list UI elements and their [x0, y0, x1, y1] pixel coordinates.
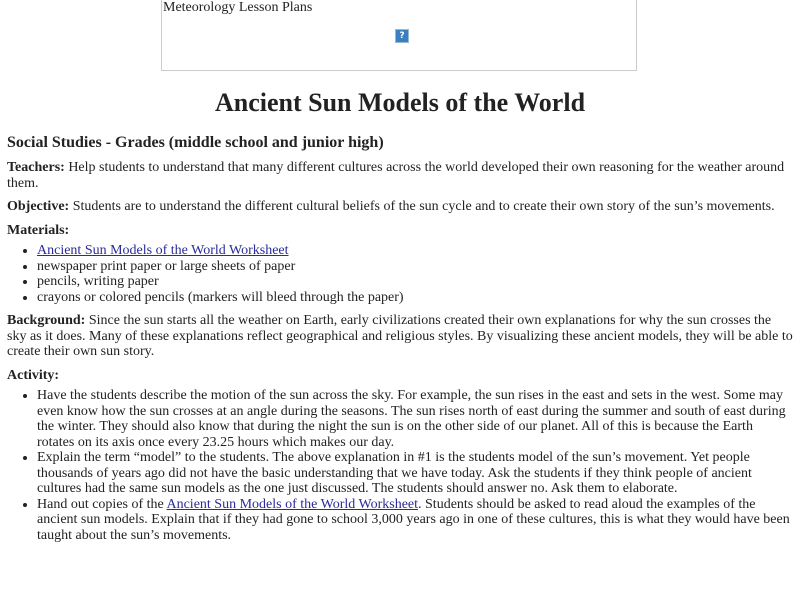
list-item: • newspaper print paper or large sheets of paper: [37, 259, 793, 275]
objective-label: Objective:: [7, 199, 70, 214]
header-label: Meteorology Lesson Plans: [163, 0, 313, 15]
worksheet-link[interactable]: Ancient Sun Models of the World Worksheet: [37, 243, 289, 258]
objective-text: Students are to understand the different cultural beliefs of the sun cycle and to create their own story of the sun’s movements.: [69, 199, 775, 214]
item-text: . Students should be asked to read aloud the examples of the ancient sun models. Explain that if they had gone to school 3,000 years ago in one of these cultures, this is what they would have been taught about the sun’s movements.: [37, 496, 790, 543]
header-frame: [161, 0, 637, 71]
objective-paragraph: [7, 199, 793, 215]
list-item: • Have the students describe the motion of the sun across the sky. For example, the sun rises in the east and sets in the west. Some may even know how the sun crosses at an angle during the seasons. The sun rises north of east during the summer and south of east during the winter. They should also know that during the night the sun is on the other side of our planet. All of this is because the Earth rotates on its axis once every 23.25 hours which makes our day.: [37, 388, 793, 450]
broken-image-icon: ?: [395, 29, 409, 43]
list-item: • pencils, writing paper: [37, 274, 793, 290]
list-item: [37, 243, 793, 259]
activity-list: [7, 388, 793, 543]
page-title: Ancient Sun Models of the World: [214, 88, 586, 117]
teachers-paragraph: [7, 160, 793, 191]
background-text: Since the sun starts all the weather on Earth, early civilizations created their own explanations for why the sun crosses the sky as it does. Many of these explanations reflect geographical and religious styles. By visualizing these ancient models, they will be able to create their own sun story.: [7, 313, 793, 359]
lesson-content: [7, 86, 793, 551]
teachers-label: Teachers:: [7, 160, 65, 175]
list-item: • crayons or colored pencils (markers will bleed through the paper): [37, 290, 793, 306]
worksheet-link-activity[interactable]: Ancient Sun Models of the World Worksheet: [166, 496, 419, 512]
list-item: • Explain the term “model” to the students. The above explanation in #1 is the students model of the sun’s movement. Yet people thousands of years ago did not have the basic understanding that we have today. Ask the students if they think people of ancient cultures had the same sun models as the one just discussed. The students should answer no. Ask them to elaborate.: [37, 450, 793, 497]
materials-list: [7, 243, 793, 305]
list-item: [37, 497, 793, 544]
materials-heading: Materials:: [7, 222, 70, 238]
background-paragraph: [7, 313, 793, 360]
item-text: Hand out copies of the: [37, 496, 167, 512]
teachers-text: Help students to understand that many different cultures across the world developed their own reasoning for the weather around them.: [7, 160, 785, 191]
subtitle: Social Studies - Grades (middle school and junior high): [7, 134, 384, 151]
background-label: Background:: [7, 313, 86, 328]
activity-heading: Activity:: [7, 367, 60, 383]
